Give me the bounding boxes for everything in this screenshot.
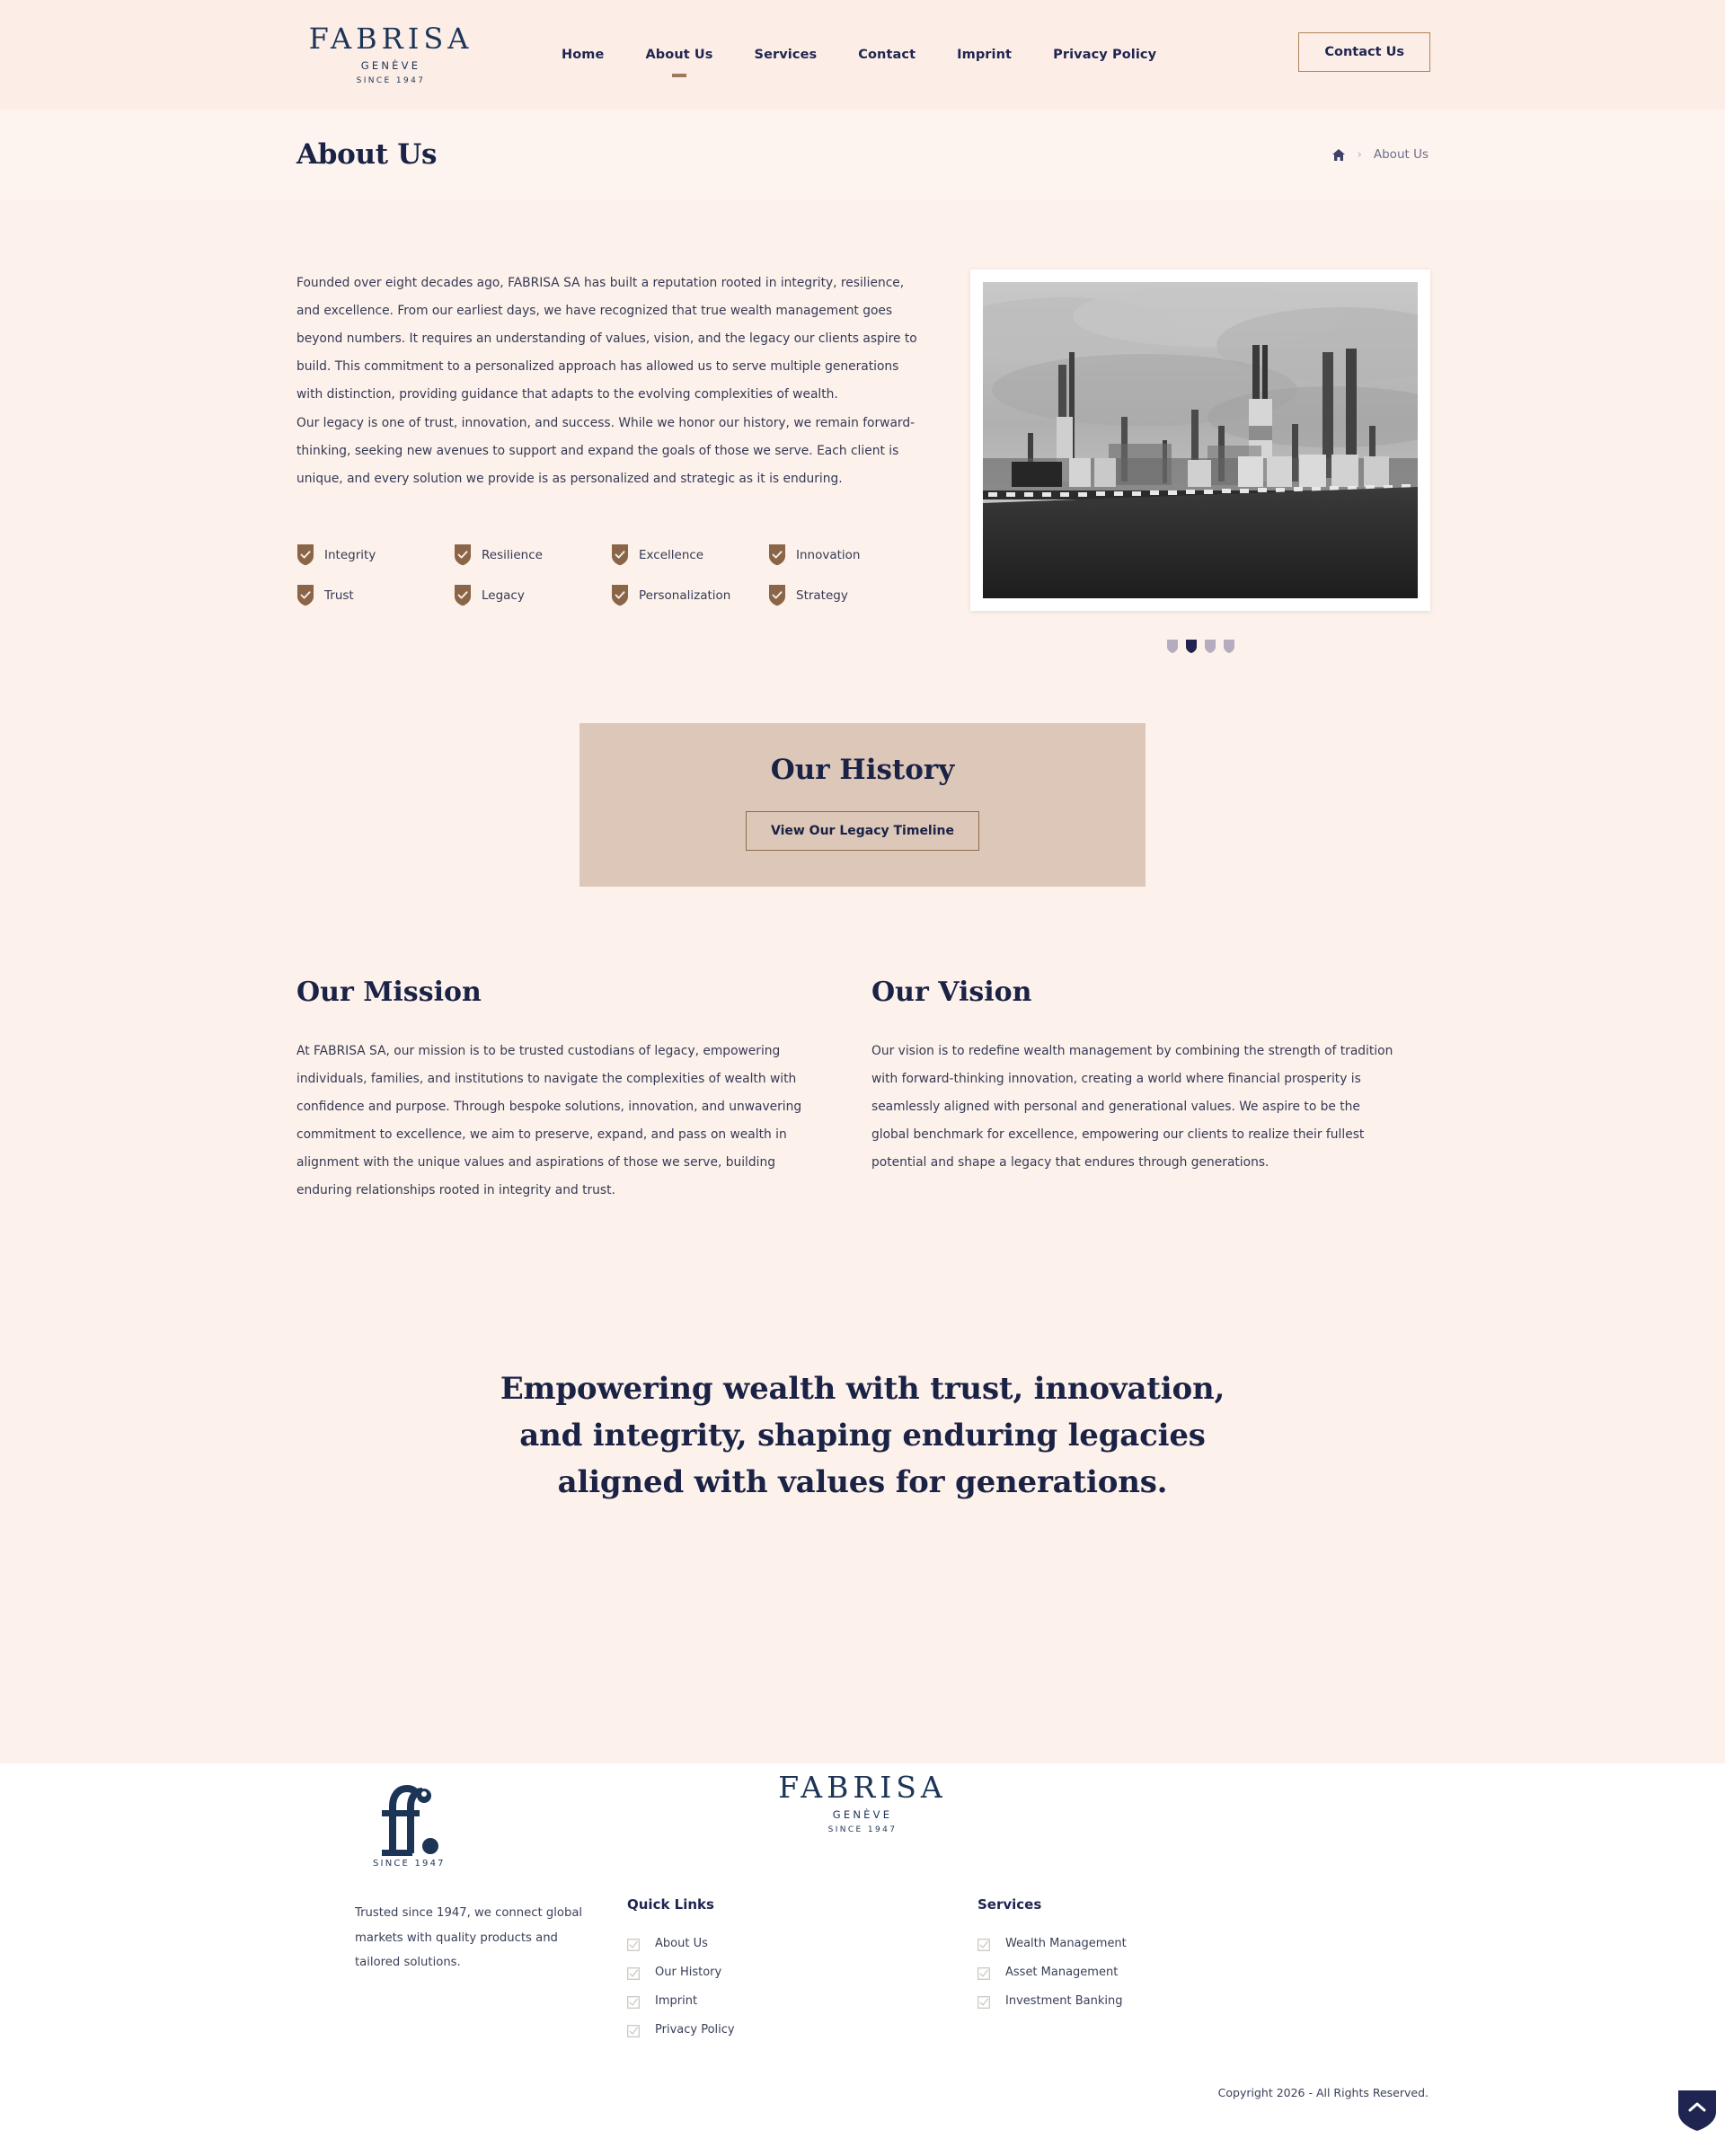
image-carousel	[970, 270, 1430, 653]
intro-text-block	[296, 270, 925, 653]
footer-brand-block	[296, 1783, 584, 2052]
contact-us-button[interactable]: Contact Us	[1298, 32, 1430, 72]
value-item	[454, 584, 611, 606]
site-footer	[0, 1763, 1725, 2156]
footer-link-wealth-management[interactable]	[978, 1937, 1328, 1950]
carousel-dots	[970, 640, 1430, 653]
shield-check-icon	[296, 543, 314, 566]
footer-link-asset-management[interactable]	[978, 1966, 1328, 1979]
logo-since: SINCE 1947	[356, 76, 426, 85]
breadcrumb	[1331, 147, 1429, 162]
footer-logo-since: SINCE 1947	[827, 1825, 898, 1834]
shield-check-icon	[454, 543, 472, 566]
value-item	[768, 584, 925, 606]
nav-item-about-us[interactable]: About Us	[624, 48, 733, 62]
footer-quick-links	[627, 1896, 978, 2052]
nav-item-privacy-policy[interactable]: Privacy Policy	[1053, 48, 1157, 62]
quick-links-heading: Quick Links	[627, 1896, 714, 1913]
tagline-line-3: aligned with values for generations.	[557, 1463, 1168, 1500]
value-item	[454, 543, 611, 566]
footer-link-privacy-policy[interactable]	[627, 2023, 978, 2037]
footer-link-label: Asset Management	[1005, 1966, 1119, 1979]
scroll-to-top-button[interactable]	[1678, 2090, 1716, 2131]
nav-item-imprint[interactable]: Imprint	[957, 48, 1013, 62]
value-label: Innovation	[796, 547, 861, 562]
value-label: Strategy	[796, 588, 848, 603]
services-heading: Services	[978, 1896, 1042, 1913]
value-item	[611, 584, 768, 606]
values-grid	[296, 543, 925, 606]
our-history-title: Our History	[770, 754, 955, 786]
nav-item-services[interactable]: Services	[754, 48, 818, 62]
checkbox-check-icon	[978, 1995, 990, 2008]
logo-city: GENÈVE	[360, 59, 421, 72]
ff-monogram-icon	[373, 1783, 448, 1857]
tagline-line-1: Empowering wealth with trust, innovation,	[500, 1371, 1225, 1408]
footer-link-label: Imprint	[655, 1994, 698, 2008]
shield-check-icon	[611, 584, 629, 606]
value-item	[296, 543, 454, 566]
shield-check-icon	[768, 584, 786, 606]
carousel-dot[interactable]	[1205, 640, 1216, 653]
value-item	[611, 543, 768, 566]
footer-link-investment-banking[interactable]	[978, 1994, 1328, 2008]
mission-column	[296, 976, 827, 1205]
page-title: About Us	[296, 138, 438, 171]
view-legacy-timeline-button[interactable]: View Our Legacy Timeline	[746, 811, 979, 851]
footer-link-our-history[interactable]	[627, 1966, 978, 1979]
footer-link-label: Investment Banking	[1005, 1994, 1123, 2008]
carousel-dot-active[interactable]	[1186, 640, 1197, 653]
checkbox-check-icon	[627, 1995, 640, 2008]
checkbox-check-icon	[627, 1938, 640, 1950]
shield-check-icon	[454, 584, 472, 606]
carousel-dot[interactable]	[1224, 640, 1234, 653]
footer-link-imprint[interactable]	[627, 1994, 978, 2008]
copyright-text: Copyright 2026 - All Rights Reserved.	[1217, 2086, 1429, 2099]
value-label: Personalization	[639, 588, 731, 603]
footer-services	[978, 1896, 1328, 2052]
checkbox-check-icon	[978, 1966, 990, 1979]
mission-vision-row	[296, 976, 1429, 1205]
home-icon[interactable]	[1331, 148, 1346, 162]
checkbox-check-icon	[627, 2024, 640, 2037]
value-label: Excellence	[639, 547, 704, 562]
nav-item-home[interactable]: Home	[562, 48, 605, 62]
vision-body: Our vision is to redefine wealth management by combining the strength of tradition with forward-thinking innovation, creating a world where financial prosperity is seamlessly aligned with personal and generational values. We aspire to be the global benchmark for excellence, empowering our clients to realize their fullest potential and shape a legacy that endures through generations.	[871, 1044, 1393, 1171]
main-content	[0, 199, 1725, 1506]
monogram-since-label: SINCE 1947	[373, 1859, 446, 1869]
footer-link-label: About Us	[655, 1937, 708, 1950]
footer-link-label: Our History	[655, 1966, 722, 1979]
mission-title: Our Mission	[296, 976, 482, 1008]
breadcrumb-separator: ›	[1357, 147, 1362, 162]
footer-logo-wordmark: FABRISA	[778, 1770, 947, 1805]
footer-link-label: Privacy Policy	[655, 2023, 735, 2037]
footer-logo-city: GENÈVE	[832, 1808, 893, 1821]
value-label: Trust	[324, 588, 354, 603]
value-label: Resilience	[482, 547, 543, 562]
refinery-photo	[983, 282, 1418, 598]
breadcrumb-current: About Us	[1373, 147, 1429, 162]
intro-row	[296, 199, 1429, 653]
tagline	[296, 1366, 1429, 1506]
value-item	[296, 584, 454, 606]
shield-check-icon	[768, 543, 786, 566]
value-item	[768, 543, 925, 566]
carousel-dot[interactable]	[1167, 640, 1178, 653]
mission-body: At FABRISA SA, our mission is to be trusted custodians of legacy, empowering individuals, families, and institutions to navigate the complexities of wealth with confidence and purpose. Through bespoke solutions, innovation, and unwavering commitment to excellence, we aim to preserve, expand, and pass on wealth in alignment with the unique values and aspirations of those we serve, building enduring relationships rooted in integrity and trust.	[296, 1044, 802, 1198]
primary-nav	[541, 48, 1177, 62]
site-logo[interactable]	[296, 24, 485, 85]
value-label: Legacy	[482, 588, 525, 603]
photo-frame	[970, 270, 1430, 611]
page-banner	[0, 110, 1725, 199]
vision-column	[871, 976, 1402, 1205]
footer-link-label: Wealth Management	[1005, 1937, 1127, 1950]
footer-top	[296, 1763, 1429, 2052]
our-history-card	[579, 723, 1146, 887]
shield-check-icon	[296, 584, 314, 606]
footer-link-columns	[627, 1896, 1328, 2052]
checkbox-check-icon	[978, 1938, 990, 1950]
vision-title: Our Vision	[871, 976, 1032, 1008]
intro-paragraph-1: Founded over eight decades ago, FABRISA SA has built a reputation rooted in integrity, resilience, and excellence. From our earliest days, we have recognized that true wealth management goes beyond numbers. It requires an understanding of values, vision, and the legacy our clients aspire to build. This commitment to a personalized approach has allowed us to serve multiple generations with distinction, providing guidance that adapts to the evolving complexities of wealth.	[296, 276, 917, 402]
checkbox-check-icon	[627, 1966, 640, 1979]
nav-item-contact[interactable]: Contact	[858, 48, 916, 62]
footer-blurb: Trusted since 1947, we connect global markets with quality products and tailored solutions.	[355, 1906, 583, 1970]
shield-check-icon	[611, 543, 629, 566]
value-label: Integrity	[324, 547, 376, 562]
footer-link-about-us[interactable]	[627, 1937, 978, 1950]
logo-wordmark: FABRISA	[308, 22, 473, 56]
tagline-line-2: and integrity, shaping enduring legacies	[519, 1417, 1206, 1454]
site-header	[0, 0, 1725, 110]
intro-paragraph-2: Our legacy is one of trust, innovation, and success. While we honor our history, we remain forward-thinking, seeking new avenues to support and expand the goals of those we serve. Each client is unique, and every solution we provide is as personalized and strategic as it is enduring.	[296, 416, 916, 487]
